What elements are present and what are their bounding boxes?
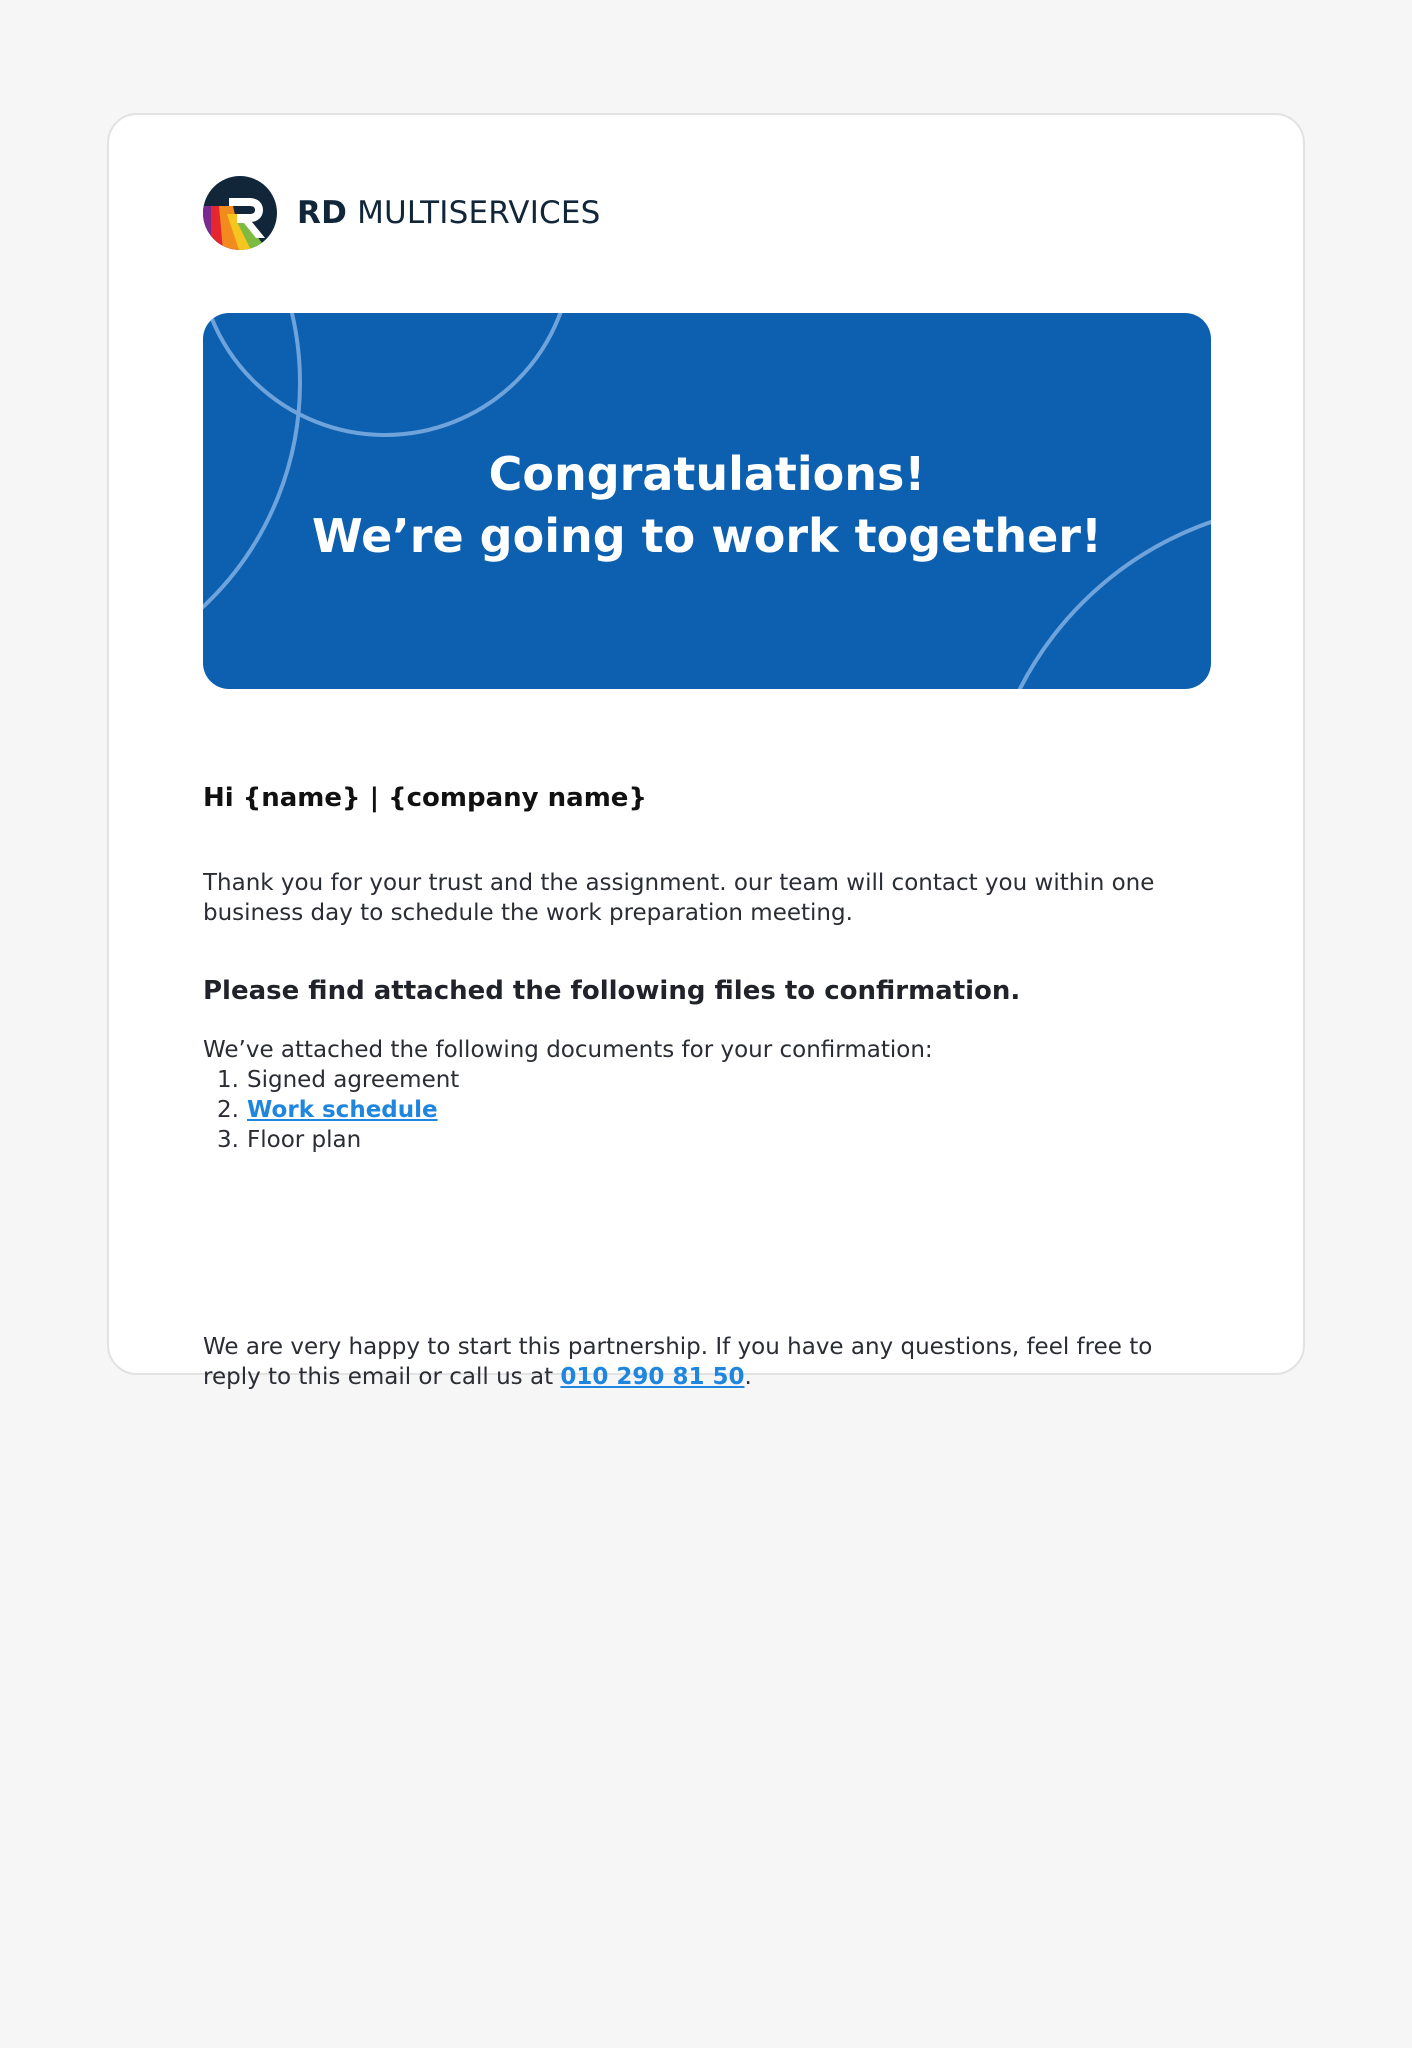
brand-name-bold: RD — [297, 195, 348, 231]
documents-intro: We’ve attached the following documents for your confirmation: — [203, 1037, 933, 1063]
hero-title-line1: Congratulations! — [488, 447, 926, 501]
list-item-number: 3. — [217, 1127, 239, 1153]
brand-name-light: MULTISERVICES — [357, 195, 601, 231]
closing-end: . — [744, 1364, 752, 1390]
hero-title-line2: We’re going to work together! — [312, 509, 1102, 563]
brand-name — [297, 195, 601, 231]
email-card — [107, 113, 1305, 1390]
greeting: Hi {name} | {company name} — [203, 783, 647, 813]
rd-logo-icon — [203, 176, 277, 250]
list-item — [203, 1095, 459, 1125]
work-schedule-link[interactable]: Work schedule — [247, 1097, 438, 1123]
list-item-label: Signed agreement — [247, 1067, 460, 1093]
list-item — [203, 1065, 459, 1095]
list-item-label: Floor plan — [247, 1127, 362, 1153]
closing-paragraph — [203, 1332, 1203, 1392]
hero-banner — [203, 313, 1211, 689]
documents-list — [203, 1065, 459, 1155]
list-item-number: 1. — [217, 1067, 239, 1093]
phone-link[interactable]: 010 290 81 50 — [560, 1364, 745, 1390]
intro-paragraph: Thank you for your trust and the assignment. our team will contact you within one business day to schedule the work preparation meeting. — [203, 870, 1155, 926]
brand-header — [203, 176, 601, 250]
closing-text: We are very happy to start this partnership. If you have any questions, feel free to reply to this email or call us at — [203, 1334, 1153, 1390]
list-item — [203, 1125, 459, 1155]
attachments-heading: Please find attached the following files to confirmation. — [203, 976, 1021, 1006]
list-item-number: 2. — [217, 1097, 239, 1123]
